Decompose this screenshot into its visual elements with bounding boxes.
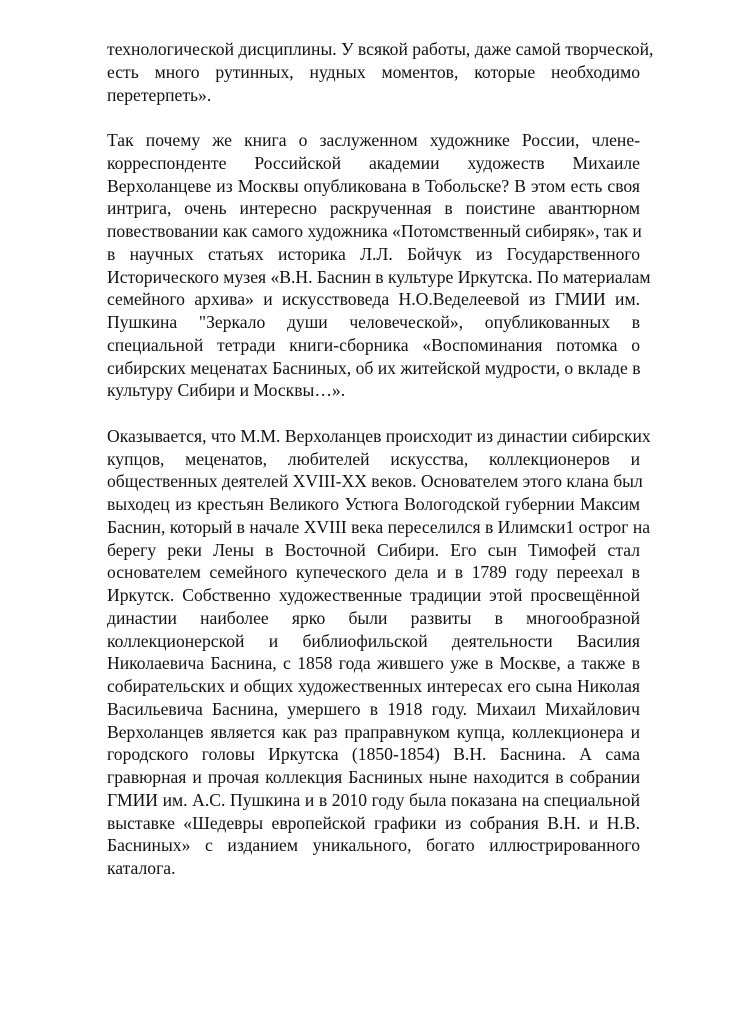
text-line: семейного архива» и искусствоведа Н.О.Веделеевой из ГМИИ им.: [107, 289, 640, 310]
text-line: ГМИИ им. А.С. Пушкина и в 2010 году была показана на специальной: [107, 789, 640, 810]
text-line: повествовании как самого художника «Потомственный сибиряк», так и: [107, 221, 642, 241]
text-line: Так почему же книга о заслуженном художнике России, члене-: [107, 130, 640, 150]
paragraph-1: [107, 38, 654, 106]
text-line: технологической дисциплины. У всякой работы, даже самой творческой,: [107, 39, 654, 59]
text-line: Верхоланцеве из Москвы опубликована в Тобольске? В этом есть своя: [107, 175, 640, 196]
paragraph-2: [107, 129, 651, 402]
text-line: Исторического музея «В.Н. Баснин в культуре Иркутска. По материалам: [107, 266, 651, 287]
text-line: купцов, меценатов, любителей искусства, коллекционеров и: [107, 448, 640, 469]
text-line: берегу реки Лены в Восточной Сибири. Его сын Тимофей стал: [107, 539, 640, 560]
text-line: Верхоланцев является как раз праправнуком купца, коллекционера и: [107, 721, 640, 742]
text-line: сибирских меценатах Басниных, об их житейской мудрости, о вкладе в: [107, 357, 641, 378]
text-line: выходец из крестьян Великого Устюга Вологодской губернии Максим: [107, 494, 640, 514]
text-line: специальной тетради книги-сборника «Воспоминания потомка о: [107, 334, 640, 355]
text-line: каталога.: [107, 858, 176, 878]
text-line: есть много рутинных, нудных моментов, которые необходимо: [107, 61, 640, 82]
text-line: собирательских и общих художественных интересах его сына Николая: [107, 676, 640, 696]
text-line: основателем семейного купеческого дела и в 1789 году переехал в: [107, 562, 640, 583]
text-line: городского головы Иркутска (1850-1854) В.Н. Баснина. А сама: [107, 744, 640, 765]
text-line: династии наиболее ярко были развиты в многообразной: [107, 607, 640, 628]
text-line: выставке «Шедевры европейской графики из собрания В.Н. и Н.В.: [107, 812, 640, 833]
text-line: Николаевича Баснина, с 1858 года жившего уже в Москве, а также в: [107, 653, 640, 674]
text-line: Басниных» с изданием уникального, богато иллюстрированного: [107, 835, 640, 856]
text-line: в научных статьях историка Л.Л. Бойчук из Государственного: [107, 243, 640, 264]
text-line: Баснин, который в начале XVIII века переселился в Илимски1 острог на: [107, 516, 651, 537]
text-line: Пушкина "Зеркало души человеческой», опубликованных в: [107, 312, 640, 332]
text-line: гравюрная и прочая коллекция Басниных ныне находится в собрании: [107, 767, 640, 787]
text-line: Иркутск. Собственно художественные традиции этой просвещённой: [107, 585, 640, 605]
text-line: культуру Сибири и Москвы…».: [107, 380, 346, 401]
text-line: перетерпеть».: [107, 84, 212, 105]
text-line: Оказывается, что М.М. Верхоланцев происходит из династии сибирских: [107, 425, 651, 446]
text-line: корреспонденте Российской академии художеств Михаиле: [107, 152, 640, 173]
text-line: коллекционерской и библиофильской деятельности Василия: [107, 630, 640, 651]
paragraph-3: [107, 425, 651, 880]
document-page: [107, 38, 654, 903]
text-line: общественных деятелей XVIII-XX веков. Основателем этого клана был: [107, 471, 643, 492]
text-line: интрига, очень интересно раскрученная в поистине авантюрном: [107, 198, 640, 219]
text-line: Васильевича Баснина, умершего в 1918 году. Михаил Михайлович: [107, 698, 640, 719]
